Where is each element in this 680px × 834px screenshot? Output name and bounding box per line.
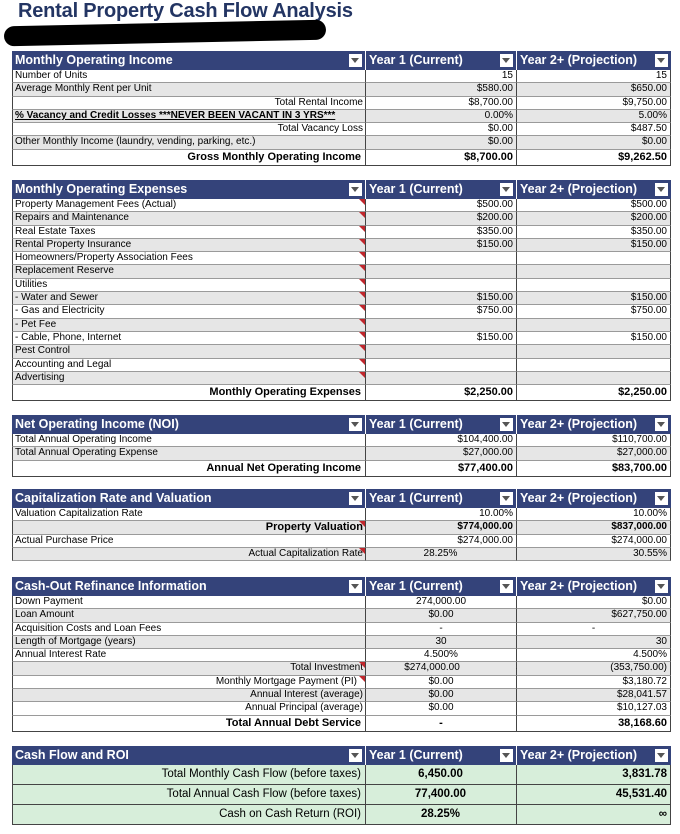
table-row: [12, 596, 671, 609]
table-row: [12, 447, 671, 460]
year2-cell[interactable]: (353,750.00): [517, 662, 671, 675]
dropdown-icon[interactable]: [349, 492, 362, 505]
table-row: [12, 279, 671, 292]
year1-cell[interactable]: $150.00: [366, 292, 517, 305]
year2-cell[interactable]: $110,700.00: [517, 434, 671, 447]
year2-total: 38,168.60: [517, 716, 671, 732]
year2-total: $2,250.00: [517, 385, 671, 401]
year2-cell[interactable]: [517, 372, 671, 385]
year1-cell[interactable]: 30: [366, 636, 517, 649]
operating-expenses-section: [12, 180, 671, 401]
year2-cell: ∞: [517, 805, 671, 825]
table-row: [12, 359, 671, 372]
year1-cell[interactable]: $0.00: [366, 136, 517, 149]
row-label: Pest Control: [12, 345, 366, 358]
table-row: [12, 508, 671, 521]
table-row: [12, 332, 671, 345]
row-label: Utilities: [12, 279, 366, 292]
row-label: Property Management Fees (Actual): [12, 199, 366, 212]
year2-cell[interactable]: [517, 319, 671, 332]
year1-cell[interactable]: $200.00: [366, 212, 517, 225]
year1-cell[interactable]: $104,400.00: [366, 434, 517, 447]
year2-label: Year 2+ (Projection): [520, 748, 638, 762]
year2-cell[interactable]: $350.00: [517, 226, 671, 239]
year2-cell[interactable]: 4.500%: [517, 649, 671, 662]
table-row: [12, 676, 671, 689]
row-label: Total Investment: [12, 662, 366, 675]
dropdown-icon[interactable]: [500, 580, 513, 593]
year2-label: Year 2+ (Projection): [520, 53, 638, 67]
year1-cell[interactable]: [366, 279, 517, 292]
year2-cell[interactable]: $627,750.00: [517, 609, 671, 622]
table-row: [12, 70, 671, 83]
table-row: [12, 636, 671, 649]
table-row: [12, 609, 671, 622]
row-label: Loan Amount: [12, 609, 366, 622]
year1-label: Year 1 (Current): [369, 748, 463, 762]
year1-header: [366, 180, 517, 199]
table-row: [12, 226, 671, 239]
year1-cell[interactable]: $0.00: [366, 676, 517, 689]
section-title: Monthly Operating Expenses: [15, 182, 188, 196]
dropdown-icon[interactable]: [500, 492, 513, 505]
cash-flow-roi-section: [12, 746, 671, 825]
row-label: Accounting and Legal: [12, 359, 366, 372]
row-label: Annual Interest Rate: [12, 649, 366, 662]
total-label: Annual Net Operating Income: [12, 461, 366, 477]
year1-label: Year 1 (Current): [369, 417, 463, 431]
year2-cell[interactable]: $3,180.72: [517, 676, 671, 689]
year1-cell[interactable]: $27,000.00: [366, 447, 517, 460]
section-title: Net Operating Income (NOI): [15, 417, 179, 431]
row-label: Actual Capitalization Rate: [12, 548, 366, 561]
table-row: [12, 785, 671, 805]
year2-cell[interactable]: 30.55%: [517, 548, 671, 561]
row-label: Rental Property Insurance: [12, 239, 366, 252]
year1-label: Year 1 (Current): [369, 491, 463, 505]
year2-cell[interactable]: $0.00: [517, 136, 671, 149]
year1-cell[interactable]: [366, 372, 517, 385]
year1-value: $274,000.00: [404, 662, 460, 674]
year1-label: Year 1 (Current): [369, 579, 463, 593]
year1-cell[interactable]: $580.00: [366, 83, 517, 96]
year1-cell[interactable]: $8,700.00: [366, 97, 517, 110]
year2-cell[interactable]: $200.00: [517, 212, 671, 225]
row-label: Number of Units: [12, 70, 366, 83]
year2-cell[interactable]: $28,041.57: [517, 689, 671, 702]
year2-header: [517, 746, 671, 765]
table-row: [12, 662, 671, 675]
row-label: Advertising: [12, 372, 366, 385]
year2-cell[interactable]: $150.00: [517, 332, 671, 345]
noi-section: [12, 415, 671, 477]
dropdown-icon[interactable]: [655, 418, 668, 431]
year1-header: [366, 489, 517, 508]
year1-header: [366, 577, 517, 596]
row-label: Cash on Cash Return (ROI): [12, 805, 366, 825]
year1-total: $8,700.00: [366, 150, 517, 166]
year1-cell: 28.25%: [366, 805, 517, 825]
row-label: Annual Interest (average): [12, 689, 366, 702]
table-row: [12, 623, 671, 636]
dropdown-icon[interactable]: [655, 749, 668, 762]
row-label: Total Rental Income: [12, 97, 366, 110]
year2-header: [517, 51, 671, 70]
row-label: % Vacancy and Credit Losses ***NEVER BEEN VACANT IN 3 YRS***: [12, 110, 366, 123]
year2-cell[interactable]: $150.00: [517, 239, 671, 252]
year2-cell[interactable]: 5.00%: [517, 110, 671, 123]
year1-cell[interactable]: $150.00: [366, 239, 517, 252]
row-label: Repairs and Maintenance: [12, 212, 366, 225]
table-row: [12, 765, 671, 785]
total-row: [12, 385, 671, 401]
year1-label: Year 1 (Current): [369, 53, 463, 67]
section-title: Cash-Out Refinance Information: [15, 579, 207, 593]
year2-cell[interactable]: $27,000.00: [517, 447, 671, 460]
year2-cell[interactable]: $750.00: [517, 305, 671, 318]
year2-cell[interactable]: [517, 359, 671, 372]
year1-header: [366, 746, 517, 765]
dropdown-icon[interactable]: [349, 580, 362, 593]
row-label: Total Vacancy Loss: [12, 123, 366, 136]
year1-cell[interactable]: $274,000.00: [366, 535, 517, 548]
row-label: Total Annual Operating Expense: [12, 447, 366, 460]
dropdown-icon[interactable]: [655, 183, 668, 196]
row-label: - Pet Fee: [12, 319, 366, 332]
table-row: [12, 123, 671, 136]
year1-cell[interactable]: $750.00: [366, 305, 517, 318]
dropdown-icon[interactable]: [500, 183, 513, 196]
cap-rate-section: [12, 489, 671, 561]
row-label: Length of Mortgage (years): [12, 636, 366, 649]
table-row: [12, 434, 671, 447]
year2-cell[interactable]: $10,127.03: [517, 702, 671, 715]
row-label: Real Estate Taxes: [12, 226, 366, 239]
table-row: [12, 110, 671, 123]
year1-cell[interactable]: [366, 265, 517, 278]
section-title: Cash Flow and ROI: [15, 748, 129, 762]
table-row: [12, 83, 671, 96]
year2-cell: 45,531.40: [517, 785, 671, 805]
year1-total: -: [366, 716, 517, 732]
year1-cell[interactable]: $0.00: [366, 123, 517, 136]
year1-cell[interactable]: 0.00%: [366, 110, 517, 123]
year2-cell[interactable]: $9,750.00: [517, 97, 671, 110]
row-label: - Water and Sewer: [12, 292, 366, 305]
year2-cell[interactable]: $0.00: [517, 596, 671, 609]
dropdown-icon[interactable]: [655, 492, 668, 505]
section-title: Capitalization Rate and Valuation: [15, 491, 212, 505]
dropdown-icon[interactable]: [500, 749, 513, 762]
year2-cell[interactable]: $650.00: [517, 83, 671, 96]
row-label: Total Annual Operating Income: [12, 434, 366, 447]
total-label: Total Annual Debt Service: [12, 716, 366, 732]
year2-cell[interactable]: $150.00: [517, 292, 671, 305]
row-label: Average Monthly Rent per Unit: [12, 83, 366, 96]
year1-cell[interactable]: $150.00: [366, 332, 517, 345]
section-header: [12, 415, 366, 434]
row-label: Acquisition Costs and Loan Fees: [12, 623, 366, 636]
table-row: [12, 535, 671, 548]
year2-cell[interactable]: [517, 252, 671, 265]
total-row: [12, 461, 671, 477]
year2-total: $9,262.50: [517, 150, 671, 166]
total-row: [12, 150, 671, 166]
year2-header: [517, 415, 671, 434]
year2-label: Year 2+ (Projection): [520, 417, 638, 431]
table-row: [12, 345, 671, 358]
table-row: [12, 212, 671, 225]
year2-cell[interactable]: 10.00%: [517, 508, 671, 521]
year2-label: Year 2+ (Projection): [520, 182, 638, 196]
dropdown-icon[interactable]: [349, 418, 362, 431]
year1-cell[interactable]: [366, 252, 517, 265]
row-label: Total Monthly Cash Flow (before taxes): [12, 765, 366, 785]
table-row: [12, 265, 671, 278]
dropdown-icon[interactable]: [349, 749, 362, 762]
year1-cell[interactable]: 10.00%: [366, 508, 517, 521]
year2-cell[interactable]: $837,000.00: [517, 521, 671, 534]
dropdown-icon[interactable]: [655, 580, 668, 593]
row-label: Property Valuation: [12, 521, 366, 534]
table-row: [12, 372, 671, 385]
table-row: [12, 97, 671, 110]
row-label: Actual Purchase Price: [12, 535, 366, 548]
year2-cell[interactable]: 15: [517, 70, 671, 83]
row-label: Valuation Capitalization Rate: [12, 508, 366, 521]
year1-cell[interactable]: [366, 662, 517, 675]
section-title: Monthly Operating Income: [15, 53, 173, 67]
year1-header: [366, 51, 517, 70]
year1-cell[interactable]: 28.25%: [366, 548, 517, 561]
year1-cell[interactable]: $0.00: [366, 689, 517, 702]
section-header: [12, 180, 366, 199]
year1-cell[interactable]: [366, 319, 517, 332]
year2-cell[interactable]: [517, 265, 671, 278]
section-header: [12, 577, 366, 596]
year2-cell[interactable]: $500.00: [517, 199, 671, 212]
row-label: - Gas and Electricity: [12, 305, 366, 318]
row-label: Homeowners/Property Association Fees: [12, 252, 366, 265]
refinance-section: [12, 577, 671, 732]
row-label: Annual Principal (average): [12, 702, 366, 715]
year2-cell[interactable]: $274,000.00: [517, 535, 671, 548]
row-label: Total Annual Cash Flow (before taxes): [12, 785, 366, 805]
row-label: Down Payment: [12, 596, 366, 609]
year2-header: [517, 489, 671, 508]
dropdown-icon[interactable]: [349, 183, 362, 196]
year1-cell[interactable]: $774,000.00: [366, 521, 517, 534]
year2-cell[interactable]: [517, 279, 671, 292]
year2-label: Year 2+ (Projection): [520, 491, 638, 505]
year1-header: [366, 415, 517, 434]
total-row: [12, 716, 671, 732]
table-row: [12, 319, 671, 332]
year1-total: $77,400.00: [366, 461, 517, 477]
year2-cell[interactable]: $487.50: [517, 123, 671, 136]
year2-header: [517, 577, 671, 596]
year1-cell[interactable]: -: [366, 623, 517, 636]
table-row: [12, 548, 671, 561]
year2-cell[interactable]: [517, 345, 671, 358]
total-label: Gross Monthly Operating Income: [12, 150, 366, 166]
year1-cell[interactable]: 274,000.00: [366, 596, 517, 609]
table-row: [12, 305, 671, 318]
row-label: Replacement Reserve: [12, 265, 366, 278]
table-row: [12, 199, 671, 212]
year1-total: $2,250.00: [366, 385, 517, 401]
year1-cell: 6,450.00: [366, 765, 517, 785]
table-row: [12, 689, 671, 702]
year1-label: Year 1 (Current): [369, 182, 463, 196]
dropdown-icon[interactable]: [349, 54, 362, 67]
year2-header: [517, 180, 671, 199]
row-label: Monthly Mortgage Payment (PI): [12, 676, 366, 689]
year2-cell[interactable]: -: [517, 623, 671, 636]
table-row: [12, 702, 671, 715]
section-header: [12, 51, 366, 70]
year1-cell[interactable]: $500.00: [366, 199, 517, 212]
year2-label: Year 2+ (Projection): [520, 579, 638, 593]
year1-cell[interactable]: 15: [366, 70, 517, 83]
section-header: [12, 746, 366, 765]
year1-cell[interactable]: $0.00: [366, 609, 517, 622]
table-row: [12, 292, 671, 305]
section-header: [12, 489, 366, 508]
year1-cell: 77,400.00: [366, 785, 517, 805]
total-label: Monthly Operating Expenses: [12, 385, 366, 401]
row-label: - Cable, Phone, Internet: [12, 332, 366, 345]
year1-cell[interactable]: $0.00: [366, 702, 517, 715]
operating-income-section: [12, 51, 671, 166]
table-row: [12, 136, 671, 149]
year1-cell[interactable]: [366, 359, 517, 372]
year2-cell[interactable]: 30: [517, 636, 671, 649]
table-row: [12, 239, 671, 252]
year1-cell[interactable]: 4.500%: [366, 649, 517, 662]
row-label: Other Monthly Income (laundry, vending, parking, etc.): [12, 136, 366, 149]
table-row: [12, 252, 671, 265]
dropdown-icon[interactable]: [500, 418, 513, 431]
year2-total: $83,700.00: [517, 461, 671, 477]
table-row: [12, 805, 671, 825]
table-row: [12, 521, 671, 534]
dropdown-icon[interactable]: [500, 54, 513, 67]
year1-cell[interactable]: $350.00: [366, 226, 517, 239]
redacted-subtitle: [4, 20, 326, 47]
page-title: Rental Property Cash Flow Analysis: [18, 0, 353, 22]
dropdown-icon[interactable]: [655, 54, 668, 67]
table-row: [12, 649, 671, 662]
year1-cell[interactable]: [366, 345, 517, 358]
year2-cell: 3,831.78: [517, 765, 671, 785]
